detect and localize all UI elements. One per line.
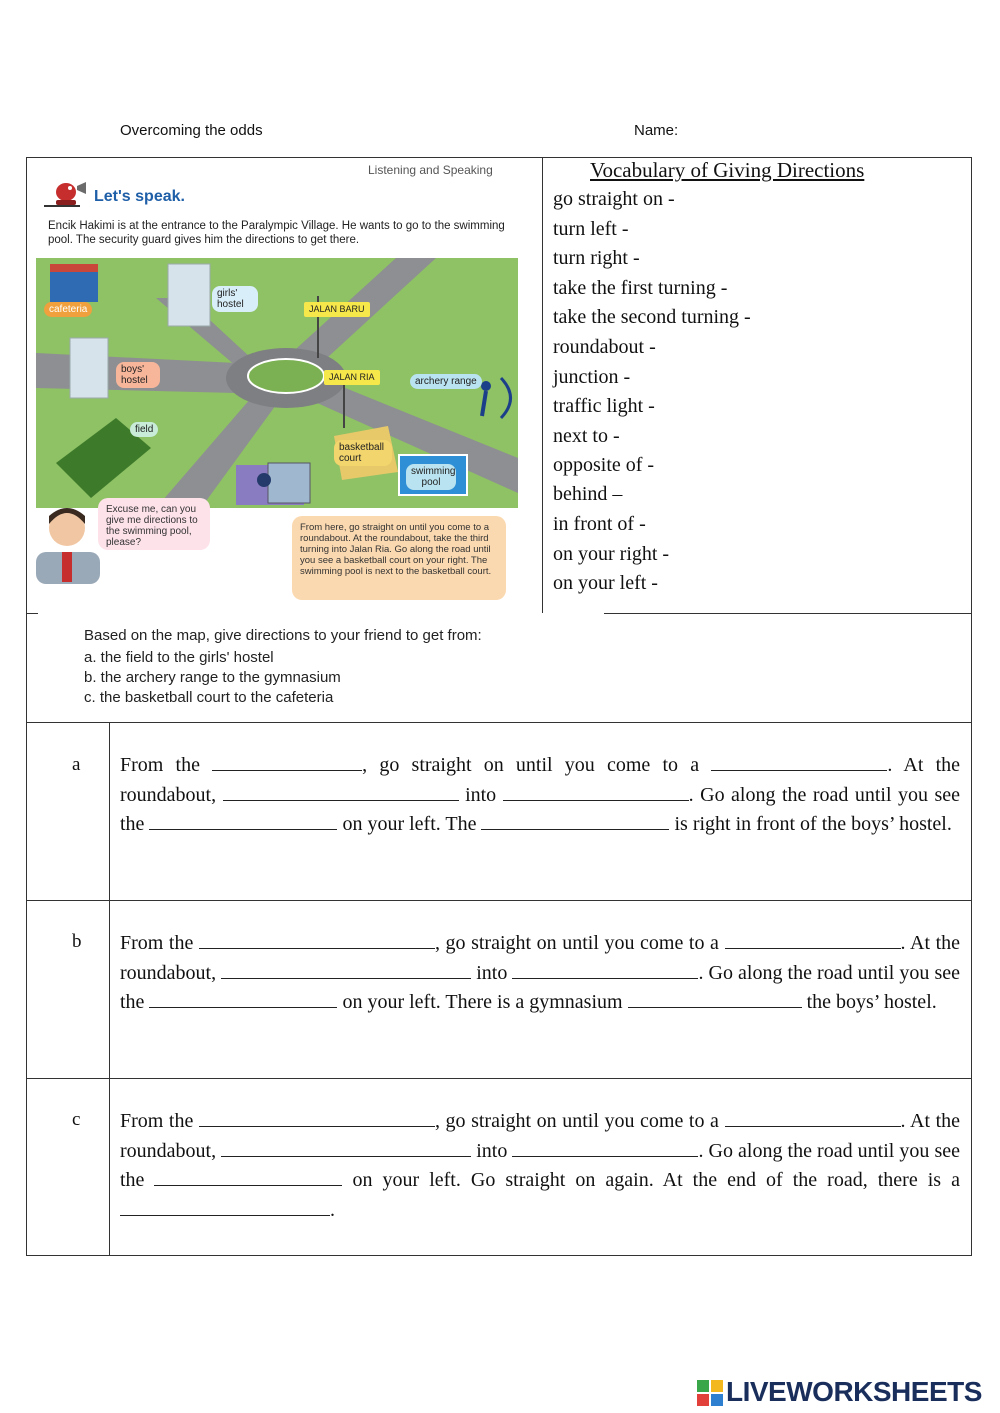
task-item-b: b. the archery range to the gymnasium bbox=[84, 669, 341, 686]
vocab-item: in front of - bbox=[553, 513, 646, 535]
vocab-item: take the second turning - bbox=[553, 306, 751, 328]
map-label-boys-hostel: boys' hostel bbox=[116, 362, 160, 388]
label-column-divider bbox=[109, 722, 110, 1256]
answer-text: . Go along the road until you see the bbox=[120, 961, 961, 1013]
answer-bubble: From here, go straight on until you come to a roundabout. At the roundabout, take the third turning into Jalan Ria. Go along the road until you see a basketball court on your right. The swimming pool is next to the basketball court. bbox=[292, 516, 506, 600]
answer-blank[interactable] bbox=[199, 1111, 435, 1127]
answer-text: . At the roundabout, bbox=[120, 1110, 961, 1162]
vocab-item: traffic light - bbox=[553, 395, 655, 417]
map-label-field: field bbox=[130, 422, 158, 437]
answer-text: on your left. The bbox=[342, 813, 477, 835]
map-label-archery: archery range bbox=[410, 374, 482, 389]
answer-blank[interactable] bbox=[199, 933, 435, 949]
row-label-c: c bbox=[72, 1109, 81, 1130]
answer-paragraph-b bbox=[120, 929, 960, 1018]
answer-text: . At the roundabout, bbox=[120, 932, 961, 984]
map-label-girls-hostel: girls' hostel bbox=[212, 286, 258, 312]
answer-text: , go straight on until you come to a bbox=[434, 1110, 719, 1132]
answer-text: From the bbox=[120, 1110, 194, 1132]
liveworksheets-brand: LIVEWORKSHEETS bbox=[726, 1376, 982, 1407]
answer-blank[interactable] bbox=[711, 755, 887, 771]
answer-text: into bbox=[465, 783, 497, 806]
answer-text: . At the roundabout, bbox=[120, 754, 961, 806]
vocab-item: next to - bbox=[553, 425, 620, 447]
question-bubble: Excuse me, can you give me directions to the swimming pool, please? bbox=[98, 498, 210, 550]
map-sign-jalan-baru: JALAN BARU bbox=[304, 302, 370, 317]
row-divider-stub bbox=[26, 613, 38, 614]
vocab-item: on your left - bbox=[553, 572, 658, 594]
answer-blank[interactable] bbox=[149, 814, 337, 830]
answer-text: From the bbox=[120, 932, 194, 954]
answer-text: is right in front of the boys’ hostel. bbox=[674, 813, 952, 835]
vocab-item: take the first turning - bbox=[553, 277, 728, 299]
answer-text: . Go along the road until you see the bbox=[120, 783, 961, 835]
answer-blank[interactable] bbox=[725, 1111, 901, 1127]
answer-blank[interactable] bbox=[120, 1200, 330, 1216]
column-divider bbox=[542, 157, 543, 613]
answer-blank[interactable] bbox=[512, 1141, 698, 1157]
mascot-icon bbox=[40, 178, 88, 208]
answer-blank[interactable] bbox=[221, 963, 471, 979]
vocab-item: go straight on - bbox=[553, 188, 675, 210]
intro-text: Encik Hakimi is at the entrance to the Paralympic Village. He wants to go to the swimming pool. The security guard gives him the directions to get there. bbox=[48, 220, 505, 246]
vocab-item: turn right - bbox=[553, 247, 640, 269]
row-divider-task bbox=[26, 722, 972, 723]
vocab-item: roundabout - bbox=[553, 336, 656, 358]
answer-blank[interactable] bbox=[154, 1170, 342, 1186]
row-divider-b bbox=[26, 1078, 972, 1079]
answer-text: From the bbox=[120, 754, 200, 776]
visitor-illustration bbox=[36, 500, 100, 584]
task-item-c: c. the basketball court to the cafeteria bbox=[84, 689, 334, 706]
answer-paragraph-c bbox=[120, 1107, 960, 1225]
answer-text: . bbox=[330, 1198, 335, 1221]
answer-blank[interactable] bbox=[481, 814, 669, 830]
lets-speak-heading: Let's speak. bbox=[94, 188, 185, 205]
answer-blank[interactable] bbox=[149, 992, 337, 1008]
vocabulary-title: Vocabulary of Giving Directions bbox=[590, 158, 865, 182]
answer-text: the boys’ hostel. bbox=[806, 991, 937, 1013]
map-label-cafeteria: cafeteria bbox=[44, 302, 92, 317]
answer-text: on your left. Go straight on again. At the end of the road, there is a bbox=[352, 1169, 960, 1191]
answer-blank[interactable] bbox=[725, 933, 901, 949]
vocab-item: behind – bbox=[553, 483, 623, 505]
row-divider-a bbox=[26, 900, 972, 901]
task-item-a: a. the field to the girls' hostel bbox=[84, 649, 274, 666]
task-prompt: Based on the map, give directions to your friend to get from: bbox=[84, 627, 482, 644]
liveworksheets-logo-icon bbox=[697, 1380, 723, 1406]
answer-blank[interactable] bbox=[512, 963, 698, 979]
section-tag: Listening and Speaking bbox=[368, 163, 493, 177]
answer-text: into bbox=[476, 1139, 508, 1162]
answer-text: . Go along the road until you see the bbox=[120, 1139, 961, 1191]
vocab-item: junction - bbox=[553, 366, 631, 388]
answer-blank[interactable] bbox=[221, 1141, 471, 1157]
answer-blank[interactable] bbox=[503, 785, 689, 801]
answer-text: into bbox=[476, 961, 508, 984]
row-label-b: b bbox=[72, 931, 82, 952]
answer-blank[interactable] bbox=[212, 755, 362, 771]
worksheet-title: Overcoming the odds bbox=[120, 122, 263, 139]
row-divider-vocab bbox=[604, 613, 972, 614]
answer-text: , go straight on until you come to a bbox=[434, 932, 719, 954]
answer-text: , go straight on until you come to a bbox=[362, 754, 700, 776]
map-sign-jalan-ria: JALAN RIA bbox=[324, 370, 380, 385]
answer-blank[interactable] bbox=[223, 785, 459, 801]
vocab-item: turn left - bbox=[553, 218, 629, 240]
answer-paragraph-a bbox=[120, 751, 960, 840]
vocab-item: opposite of - bbox=[553, 454, 655, 476]
answer-blank[interactable] bbox=[628, 992, 802, 1008]
name-label: Name: bbox=[634, 122, 679, 139]
map-label-basketball: basketball court bbox=[334, 440, 392, 466]
map-label-swimming-pool: swimming pool bbox=[406, 464, 456, 490]
village-map bbox=[36, 258, 518, 508]
answer-text: on your left. There is a gymnasium bbox=[342, 991, 623, 1013]
vocab-item: on your right - bbox=[553, 543, 670, 565]
row-label-a: a bbox=[72, 754, 81, 775]
